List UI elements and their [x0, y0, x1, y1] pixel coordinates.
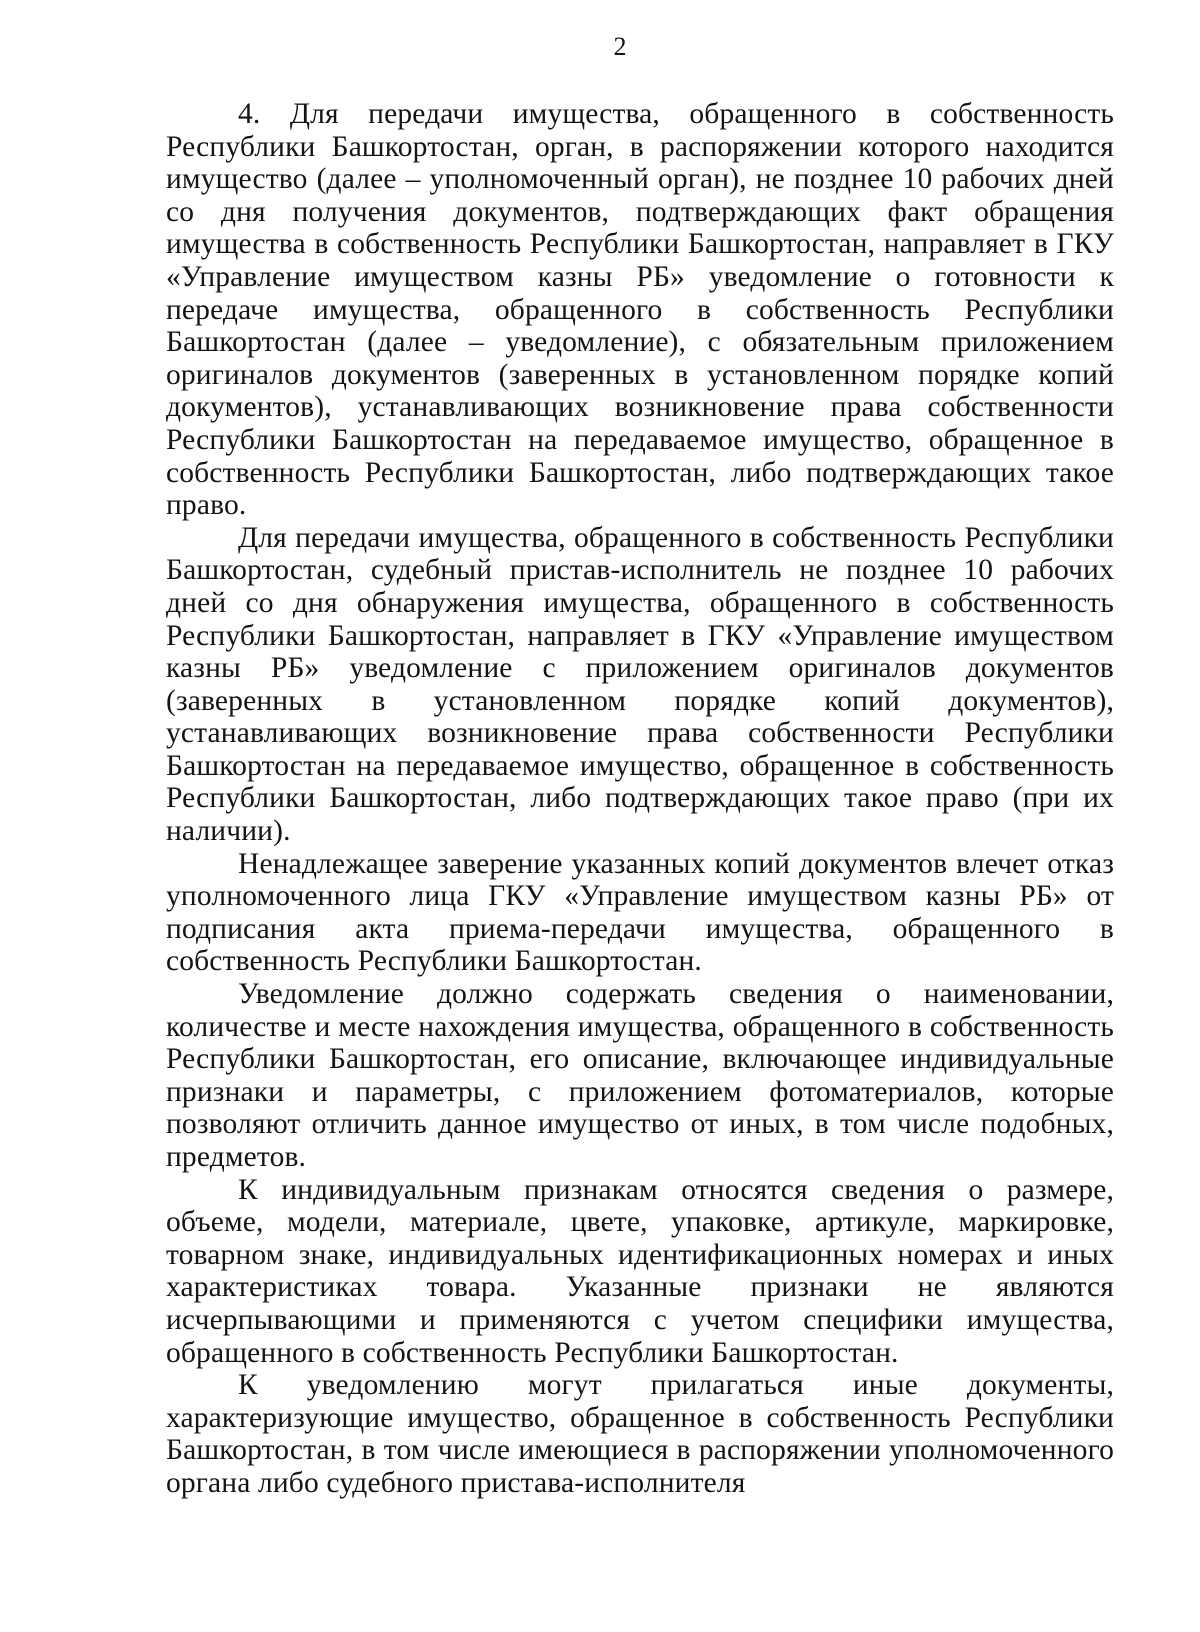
paragraph-bailiff-transfer: Для передачи имущества, обращенного в собственность Республики Башкортостан, судебный пристав-исполнитель не позднее 10 рабочих дней со дня обнаружения имущества, обращенного в собственность Республики Башкортостан, направляет в ГКУ «Управление имуществом казны РБ» уведомление с приложением оригиналов документов (заверенных в установленном порядке копий документов), устанавливающих возникновение права собственности Республики Башкортостан на передаваемое имущество, обращенное в собственность Республики Башкортостан, либо подтверждающих такое право (при их наличии).: [166, 521, 1114, 848]
paragraph-other-documents: К уведомлению могут прилагаться иные документы, характеризующие имущество, обращенное в собственность Республики Башкортостан, в том числе имеющиеся в распоряжении уполномоченного органа либо судебного пристава-исполнителя: [166, 1369, 1114, 1499]
document-body: [166, 98, 1114, 1500]
paragraph-improper-certification: Ненадлежащее заверение указанных копий документов влечет отказ уполномоченного лица ГКУ «Управление имуществом казны РБ» от подписания акта приема-передачи имущества, обращенного в собственность Республики Башкортостан.: [166, 847, 1114, 978]
page-number: 2: [613, 32, 627, 61]
paragraph-item-4: 4. Для передачи имущества, обращенного в собственность Республики Башкортостан, орган, в распоряжении которого находится имущество (далее – уполномоченный орган), не позднее 10 рабочих дней со дня получения документов, подтверждающих факт обращения имущества в собственность Республики Башкортостан, направляет в ГКУ «Управление имуществом казны РБ» уведомление о готовности к передаче имущества, обращенного в собственность Республики Башкортостан (далее – уведомление), с обязательным приложением оригиналов документов (заверенных в установленном порядке копий документов), устанавливающих возникновение права собственности Республики Башкортостан на передаваемое имущество, обращенное в собственность Республики Башкортостан, либо подтверждающих такое право.: [166, 98, 1114, 522]
paragraph-notice-contents: Уведомление должно содержать сведения о наименовании, количестве и месте нахождения имущества, обращенного в собственность Республики Башкортостан, его описание, включающее индивидуальные признаки и параметры, с приложением фотоматериалов, которые позволяют отличить данное имущество от иных, в том числе подобных, предметов.: [166, 978, 1114, 1173]
paragraph-individual-features: К индивидуальным признакам относятся сведения о размере, объеме, модели, материале, цвете, упаковке, артикуле, маркировке, товарном знаке, индивидуальных идентификационных номерах и иных характеристиках товара. Указанные признаки не являются исчерпывающими и применяются с учетом специфики имущества, обращенного в собственность Республики Башкортостан.: [166, 1173, 1114, 1369]
